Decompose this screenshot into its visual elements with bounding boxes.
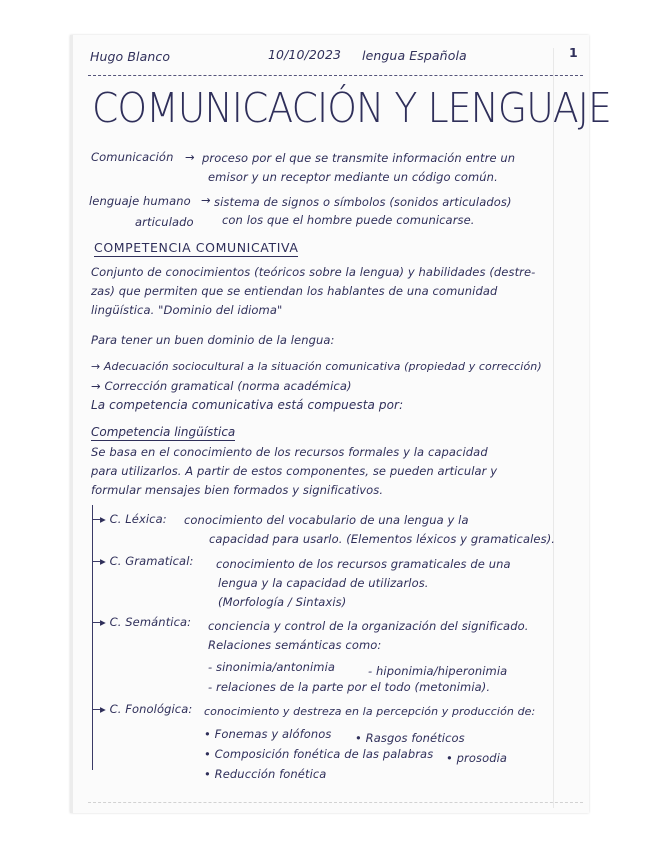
component-line: Relaciones semánticas como:: [208, 638, 382, 652]
component-line: conciencia y control de la organización del significado.: [208, 619, 529, 633]
component-label: ▸ C. Léxica:: [100, 512, 167, 526]
component-line: - hiponimia/hiperonimia: [368, 664, 508, 678]
composition-text: La competencia comunicativa está compuesta por:: [91, 398, 404, 412]
component-line: conocimiento del vocabulario de una lengua y la: [184, 513, 469, 527]
tree-branch: [92, 709, 100, 710]
component-line: lengua y la capacidad de utilizarlos.: [218, 576, 429, 590]
component-line: • prosodia: [446, 751, 508, 765]
component-line: - relaciones de la parte por el todo (metonimia).: [208, 680, 491, 694]
paragraph-line: formular mensajes bien formados y significativos.: [91, 483, 384, 497]
definition-line: sistema de signos o símbolos (sonidos articulados): [214, 195, 512, 209]
date: 10/10/2023: [268, 47, 342, 62]
paragraph-line: Se basa en el conocimiento de los recursos formales y la capacidad: [91, 445, 488, 459]
component-label: ▸ C. Gramatical:: [100, 554, 194, 568]
subsection-heading: Competencia lingüística: [91, 425, 236, 439]
tree-connector: [92, 505, 93, 770]
arrow-icon: →: [185, 150, 195, 164]
component-line: • Rasgos fonéticos: [355, 731, 465, 745]
footer-divider: [88, 802, 583, 803]
bullet-item: → Adecuación sociocultural a la situación comunicativa (propiedad y corrección): [91, 360, 542, 373]
component-line: • Reducción fonética: [204, 767, 327, 781]
tree-branch: [92, 561, 100, 562]
component-label: ▸ C. Fonológica:: [100, 702, 193, 716]
subject: lengua Española: [362, 48, 467, 63]
tree-branch: [92, 622, 100, 623]
definition-line: proceso por el que se transmite información entre un: [202, 151, 516, 165]
header-divider: [88, 75, 583, 76]
paragraph-line: zas) que permiten que se entiendan los hablantes de una comunidad: [91, 284, 498, 298]
component-line: • Composición fonética de las palabras: [204, 747, 434, 761]
intro-text: Para tener un buen dominio de la lengua:: [91, 333, 335, 347]
term-comunicacion: Comunicación: [91, 150, 174, 164]
definition-line: con los que el hombre puede comunicarse.: [222, 213, 475, 227]
term-sublabel: articulado: [135, 215, 194, 229]
component-line: conocimiento y destreza en la percepción y producción de:: [204, 705, 536, 718]
component-line: capacidad para usarlo. (Elementos léxicos y gramaticales).: [209, 532, 556, 546]
paragraph-line: para utilizarlos. A partir de estos componentes, se pueden articular y: [91, 464, 498, 478]
section-heading: COMPETENCIA COMUNICATIVA: [94, 240, 299, 255]
component-line: - sinonimia/antonimia: [208, 660, 336, 674]
component-line: (Morfología / Sintaxis): [218, 595, 347, 609]
paragraph-line: lingüística. "Dominio del idioma": [91, 303, 283, 317]
component-line: conocimiento de los recursos gramaticales de una: [216, 557, 511, 571]
page-title: COMUNICACIÓN Y LENGUAJE: [92, 84, 611, 132]
component-label: ▸ C. Semántica:: [100, 615, 192, 629]
margin-line: [553, 48, 554, 808]
component-line: • Fonemas y alófonos: [204, 727, 332, 741]
arrow-icon: →: [201, 193, 211, 207]
page-number: 1: [569, 45, 578, 60]
author-name: Hugo Blanco: [90, 49, 171, 64]
bullet-item: → Corrección gramatical (norma académica): [91, 379, 352, 393]
term-lenguaje: lenguaje humano: [89, 194, 191, 208]
paragraph-line: Conjunto de conocimientos (teóricos sobre la lengua) y habilidades (destre-: [91, 265, 536, 279]
tree-branch: [92, 519, 100, 520]
definition-line: emisor y un receptor mediante un código común.: [208, 170, 498, 184]
